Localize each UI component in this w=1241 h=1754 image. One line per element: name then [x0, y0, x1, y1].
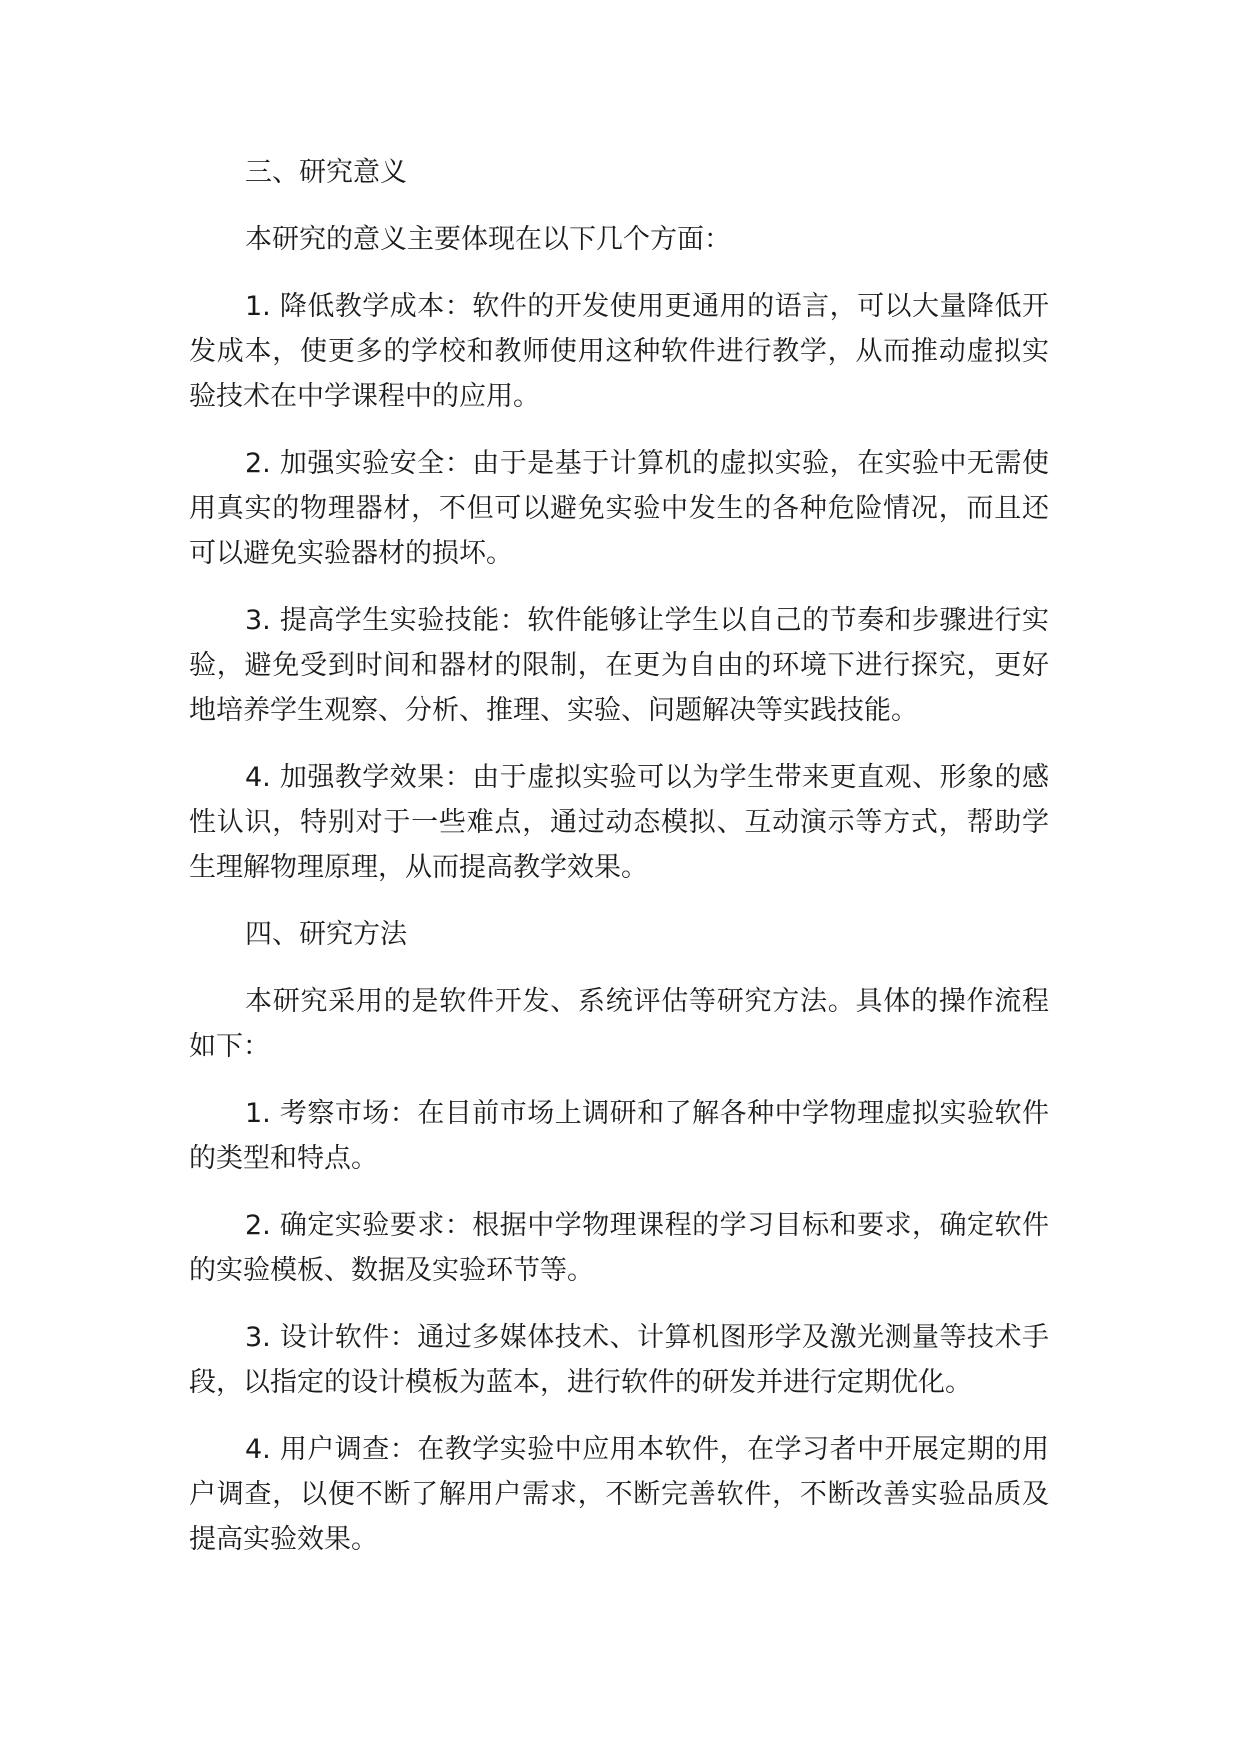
method-item-3: 3. 设计软件：通过多媒体技术、计算机图形学及激光测量等技术手段，以指定的设计模板为蓝本，进行软件的研发并进行定期优化。 — [189, 1322, 1049, 1398]
section-intro-research-significance: 本研究的意义主要体现在以下几个方面： — [245, 224, 731, 255]
significance-item-3: 3. 提高学生实验技能：软件能够让学生以自己的节奏和步骤进行实验，避免受到时间和器材的限制，在更为自由的环境下进行探究，更好地培养学生观察、分析、推理、实验、问题解决等实践技能。 — [189, 605, 1049, 726]
method-item-2: 2. 确定实验要求：根据中学物理课程的学习目标和要求，确定软件的实验模板、数据及实验环节等。 — [189, 1210, 1049, 1286]
section-heading-research-method: 四、研究方法 — [245, 919, 407, 950]
section-intro-research-method: 本研究采用的是软件开发、系统评估等研究方法。具体的操作流程如下： — [189, 986, 1049, 1062]
method-item-4: 4. 用户调查：在教学实验中应用本软件，在学习者中开展定期的用户调查，以便不断了解用户需求，不断完善软件，不断改善实验品质及提高实验效果。 — [189, 1434, 1049, 1555]
significance-item-1: 1. 降低教学成本：软件的开发使用更通用的语言，可以大量降低开发成本，使更多的学校和教师使用这种软件进行教学，从而推动虚拟实验技术在中学课程中的应用。 — [189, 291, 1049, 412]
document-body — [189, 150, 1049, 1584]
significance-item-2: 2. 加强实验安全：由于是基于计算机的虚拟实验，在实验中无需使用真实的物理器材，不但可以避免实验中发生的各种危险情况，而且还可以避免实验器材的损坏。 — [189, 448, 1049, 569]
significance-item-4: 4. 加强教学效果：由于虚拟实验可以为学生带来更直观、形象的感性认识，特别对于一些难点，通过动态模拟、互动演示等方式，帮助学生理解物理原理，从而提高教学效果。 — [189, 762, 1049, 883]
method-item-1: 1. 考察市场：在目前市场上调研和了解各种中学物理虚拟实验软件的类型和特点。 — [189, 1098, 1049, 1174]
section-heading-research-significance: 三、研究意义 — [245, 157, 407, 188]
